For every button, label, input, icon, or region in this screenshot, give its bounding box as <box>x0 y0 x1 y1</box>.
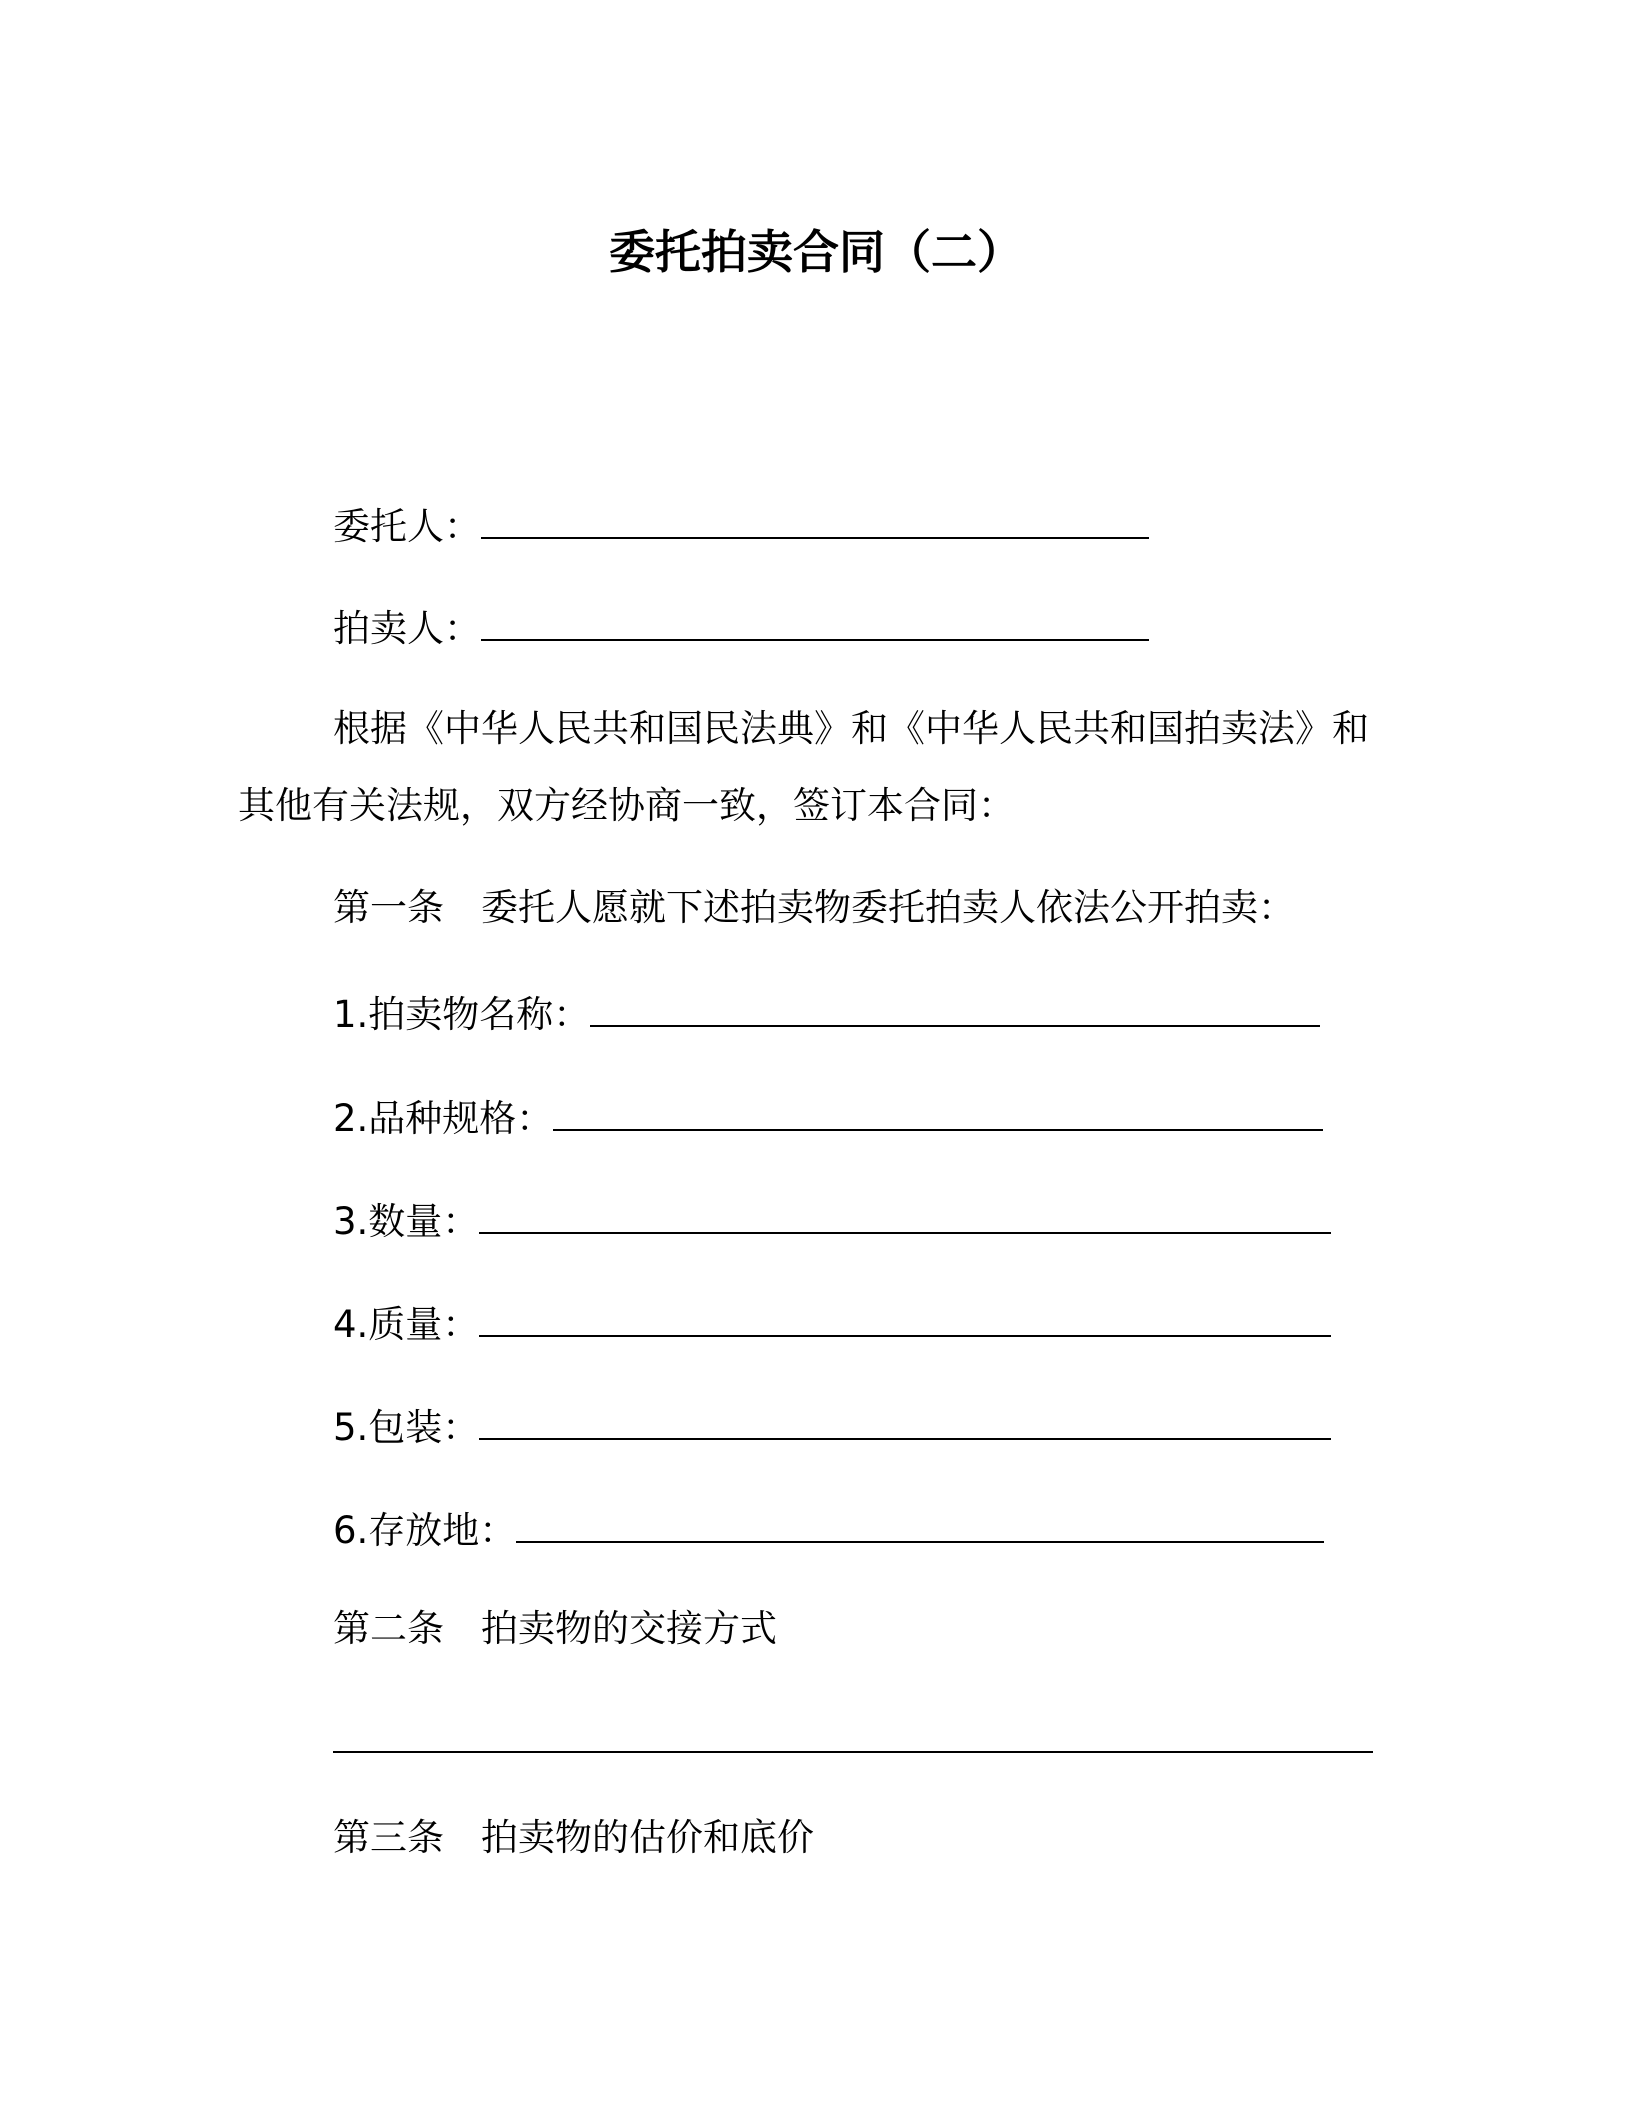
item-blank[interactable] <box>590 995 1320 1027</box>
article-3-number: 第三条 <box>333 1816 444 1859</box>
article-3-heading <box>333 1813 814 1863</box>
item-blank[interactable] <box>479 1305 1331 1337</box>
item-blank[interactable] <box>553 1099 1323 1131</box>
article-1-heading <box>333 883 1295 933</box>
item-label: 4.质量： <box>333 1303 480 1346</box>
item-packaging <box>333 1403 1331 1453</box>
item-storage-location <box>333 1506 1324 1556</box>
item-quality <box>333 1300 1331 1350</box>
auctioneer-label: 拍卖人： <box>333 607 481 650</box>
preamble-line-1: 根据《中华人民共和国民法典》和《中华人民共和国拍卖法》和 <box>333 707 1369 750</box>
client-label: 委托人： <box>333 505 481 548</box>
article-2-heading <box>333 1604 777 1654</box>
item-variety-spec <box>333 1094 1323 1144</box>
article-2-blank[interactable] <box>333 1751 1373 1753</box>
item-label: 2.品种规格： <box>333 1097 554 1140</box>
item-label: 1.拍卖物名称： <box>333 993 591 1036</box>
article-1-text: 委托人愿就下述拍卖物委托拍卖人依法公开拍卖： <box>481 886 1295 929</box>
item-label: 6.存放地： <box>333 1509 517 1552</box>
auctioneer-field <box>333 604 1149 654</box>
auctioneer-blank[interactable] <box>481 609 1149 641</box>
preamble-line-2: 其他有关法规，双方经协商一致，签订本合同： <box>238 784 1015 827</box>
item-auction-name <box>333 990 1320 1040</box>
document-title: 委托拍卖合同（二） <box>609 225 1023 279</box>
item-blank[interactable] <box>516 1511 1324 1543</box>
article-2-text: 拍卖物的交接方式 <box>481 1607 777 1650</box>
article-3-text: 拍卖物的估价和底价 <box>481 1816 814 1859</box>
item-blank[interactable] <box>479 1202 1331 1234</box>
client-field <box>333 502 1149 552</box>
article-2-number: 第二条 <box>333 1607 444 1650</box>
item-label: 3.数量： <box>333 1200 480 1243</box>
item-blank[interactable] <box>479 1408 1331 1440</box>
item-quantity <box>333 1197 1331 1247</box>
item-label: 5.包装： <box>333 1406 480 1449</box>
article-1-number: 第一条 <box>333 886 444 929</box>
client-blank[interactable] <box>481 507 1149 539</box>
